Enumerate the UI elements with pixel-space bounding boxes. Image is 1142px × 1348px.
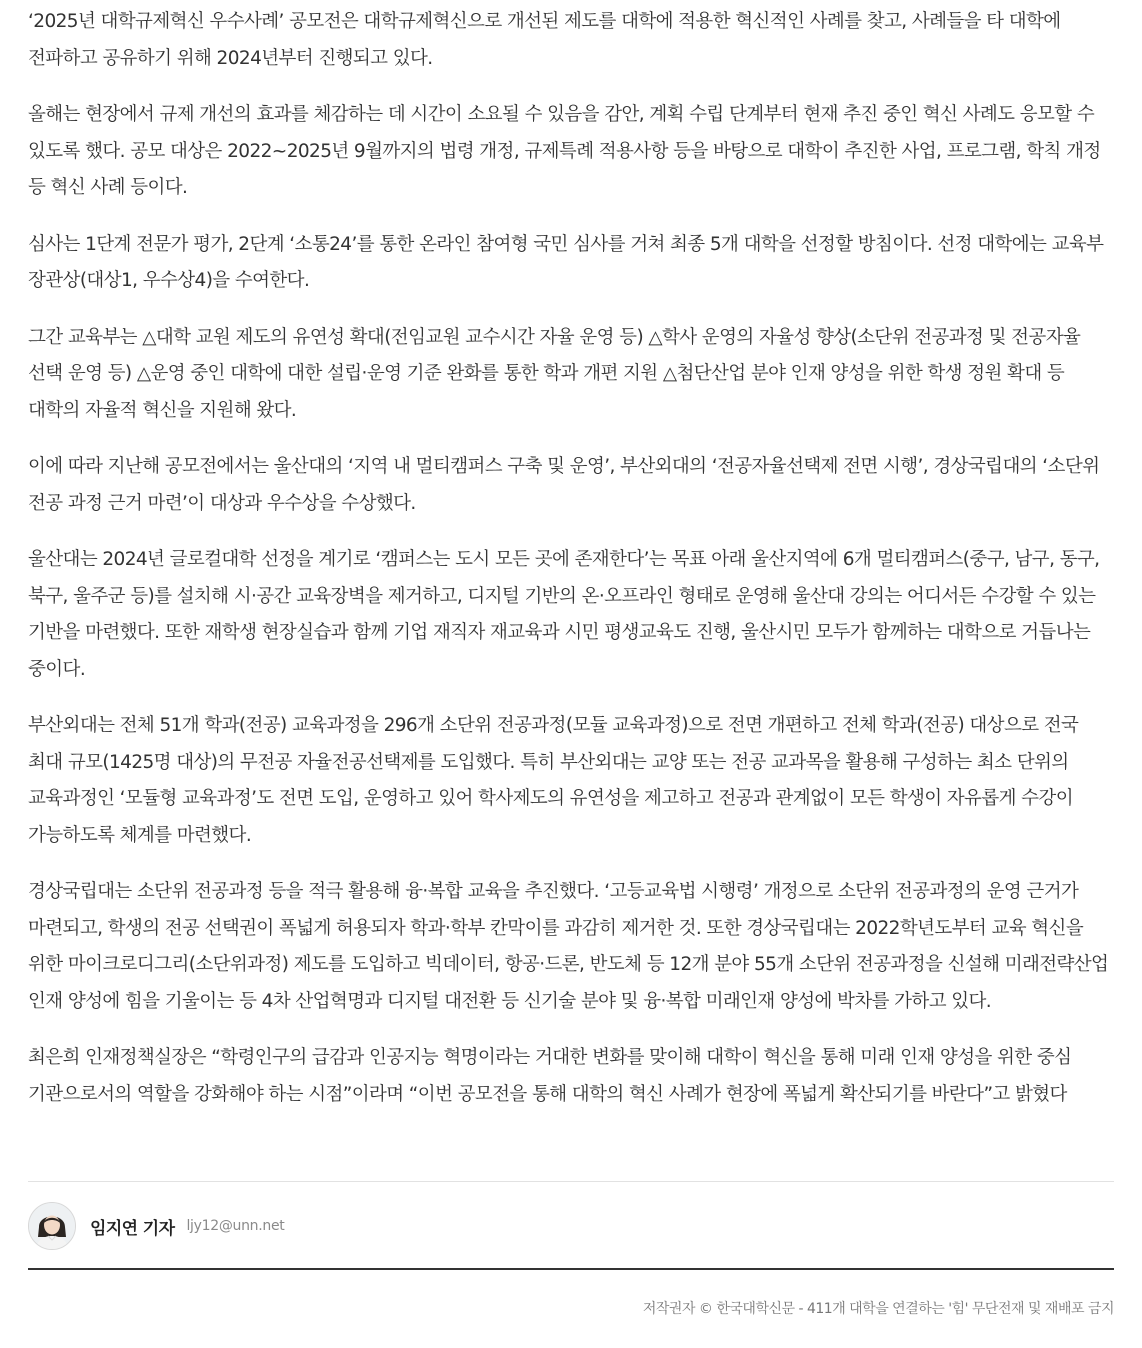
article-paragraph: 올해는 현장에서 규제 개선의 효과를 체감하는 데 시간이 소요될 수 있음을 감안, 계획 수립 단계부터 현재 추진 중인 혁신 사례도 응모할 수 있도록 했다. 공모 대상은 2022~2025년 9월까지의 법령 개정, 규제특례 적용사항 등을 바탕으로 대학이 추진한 사업, 프로그램, 학칙 개정 등 혁신 사례 등이다. xyxy=(28,104,1101,198)
reporter-name[interactable]: 임지연 기자 xyxy=(90,1218,175,1239)
reporter-email[interactable]: ljy12@unn.net xyxy=(186,1218,285,1234)
article-paragraph: 경상국립대는 소단위 전공과정 등을 적극 활용해 융·복합 교육을 추진했다. ‘고등교육법 시행령’ 개정으로 소단위 전공과정의 운영 근거가 마련되고, 학생의 전공 선택권이 폭넓게 허용되자 학과·학부 칸막이를 과감히 제거한 것. 또한 경상국립대는 2022학년도부터 교육 혁신을 위한 마이크로디그리(소단위과정) 제도를 도입하고 빅데이터, 항공·드론, 반도체 등 12개 분야 55개 소단위 전공과정을 신설해 미래전략산업 인재 양성에 힘을 기울이는 등 4차 산업혁명과 디지털 대전환 등 신기술 분야 및 융·복합 미래인재 양성에 박차를 가하고 있다. xyxy=(28,881,1109,1012)
article-paragraph: 그간 교육부는 △대학 교원 제도의 유연성 확대(전임교원 교수시간 자율 운영 등) △학사 운영의 자율성 향상(소단위 전공과정 및 전공자율 선택 운영 등) △운영 중인 대학에 대한 설립·운영 기준 완화를 통한 학과 개편 지원 △첨단산업 분야 인재 양성을 위한 학생 정원 확대 등 대학의 자율적 혁신을 지원해 왔다. xyxy=(28,326,1081,421)
article-paragraph: 이에 따라 지난해 공모전에서는 울산대의 ‘지역 내 멀티캠퍼스 구축 및 운영’, 부산외대의 ‘전공자율선택제 전면 시행’, 경상국립대의 ‘소단위 전공 과정 근거 마련’이 대상과 우수상을 수상했다. xyxy=(28,456,1100,514)
byline-divider-top xyxy=(28,1181,1114,1182)
article-body xyxy=(28,0,1114,1113)
article-paragraph: 최은희 인재정책실장은 “학령인구의 급감과 인공지능 혁명이라는 거대한 변화를 맞이해 대학이 혁신을 통해 미래 인재 양성을 위한 중심 기관으로서의 역할을 강화해야 하는 시점”이라며 “이번 공모전을 통해 대학의 혁신 사례가 현장에 폭넓게 확산되기를 바란다”고 밝혔다 xyxy=(28,1047,1072,1105)
reporter-avatar-icon[interactable] xyxy=(28,1202,76,1250)
byline-divider-bottom xyxy=(28,1268,1114,1270)
article-paragraph: ‘2025년 대학규제혁신 우수사례’ 공모전은 대학규제혁신으로 개선된 제도를 대학에 적용한 혁신적인 사례를 찾고, 사례들을 타 대학에 전파하고 공유하기 위해 2024년부터 진행되고 있다. xyxy=(28,11,1061,69)
article-paragraph: 부산외대는 전체 51개 학과(전공) 교육과정을 296개 소단위 전공과정(모듈 교육과정)으로 전면 개편하고 전체 학과(전공) 대상으로 전국 최대 규모(1425명 대상)의 무전공 자율전공선택제를 도입했다. 특히 부산외대는 교양 또는 전공 교과목을 활용해 구성하는 최소 단위의 교육과정인 ‘모듈형 교육과정’도 전면 도입, 운영하고 있어 학사제도의 유연성을 제고하고 전공과 관계없이 모든 학생이 자유롭게 수강이 가능하도록 체계를 마련했다. xyxy=(28,715,1079,846)
reporter-byline xyxy=(28,1201,284,1251)
article-paragraph: 울산대는 2024년 글로컬대학 선정을 계기로 ‘캠퍼스는 도시 모든 곳에 존재한다’는 목표 아래 울산지역에 6개 멀티캠퍼스(중구, 남구, 동구, 북구, 울주군 등)를 설치해 시·공간 교육장벽을 제거하고, 디지털 기반의 온·오프라인 형태로 운영해 울산대 강의는 어디서든 수강할 수 있는 기반을 마련했다. 또한 재학생 현장실습과 함께 기업 재직자 재교육과 시민 평생교육도 진행, 울산시민 모두가 함께하는 대학으로 거듭나는 중이다. xyxy=(28,549,1100,680)
article-paragraph: 심사는 1단계 전문가 평가, 2단계 ‘소통24’를 통한 온라인 참여형 국민 심사를 거쳐 최종 5개 대학을 선정할 방침이다. 선정 대학에는 교육부 장관상(대상1, 우수상4)을 수여한다. xyxy=(28,233,1104,291)
copyright-notice: 저작권자 © 한국대학신문 - 411개 대학을 연결하는 '힘' 무단전재 및 재배포 금지 xyxy=(642,1301,1114,1317)
